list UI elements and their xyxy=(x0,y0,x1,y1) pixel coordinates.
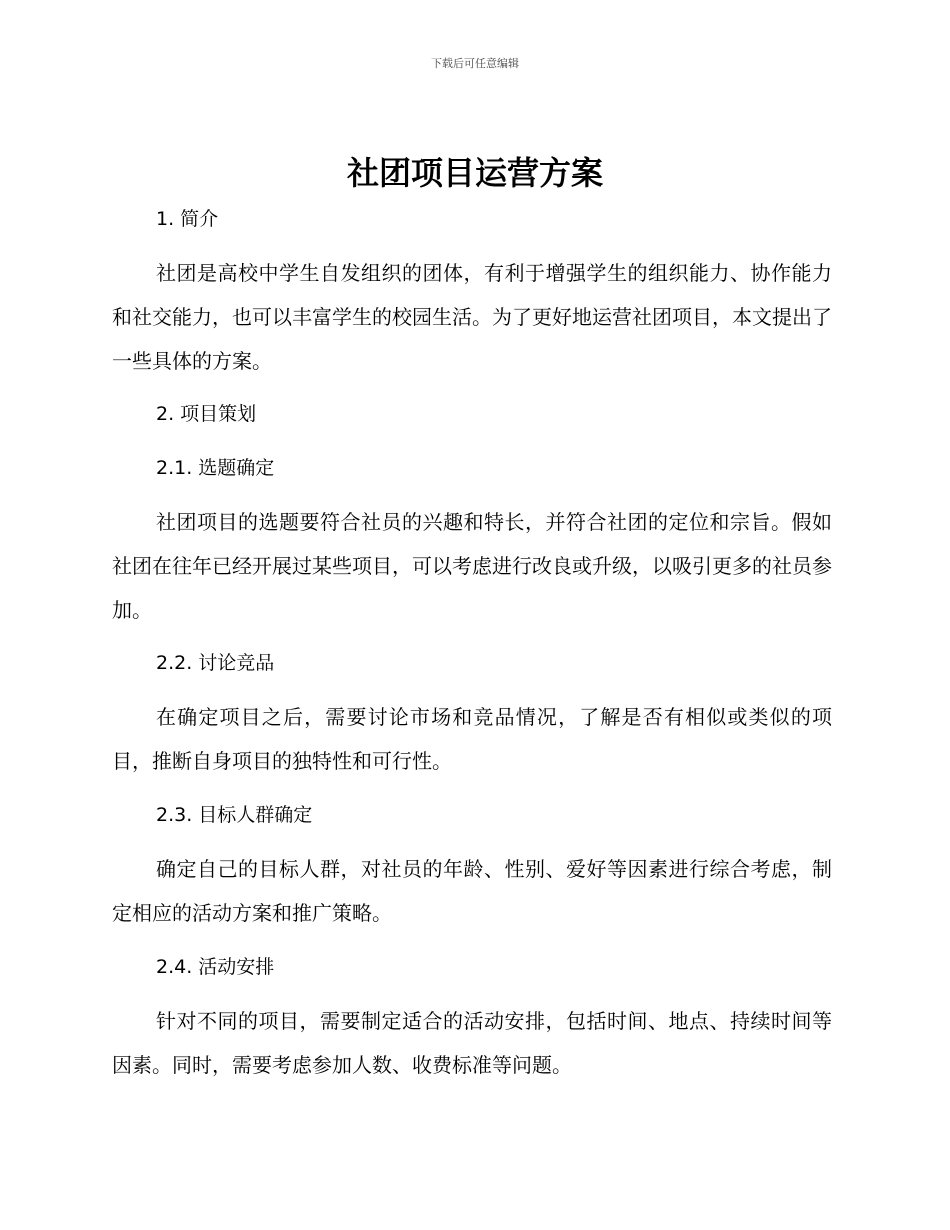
section-heading-planning: 2. 项目策划 xyxy=(156,403,257,425)
paragraph-competitors: 在确定项目之后，需要讨论市场和竞品情况，了解是否有相似或类似的项目，推断自身项目的独特性和可行性。 xyxy=(112,705,832,773)
section-heading-topic: 2.1. 选题确定 xyxy=(156,457,275,479)
document-title: 社团项目运营方案 xyxy=(346,154,603,192)
section-heading-audience: 2.3. 目标人群确定 xyxy=(156,804,313,826)
section-heading-competitors: 2.2. 讨论竞品 xyxy=(156,652,275,674)
paragraph-audience: 确定自己的目标人群，对社员的年龄、性别、爱好等因素进行综合考虑，制定相应的活动方案和推广策略。 xyxy=(112,857,832,925)
paragraph-topic: 社团项目的选题要符合社员的兴趣和特长，并符合社团的定位和宗旨。假如社团在往年已经开展过某些项目，可以考虑进行改良或升级，以吸引更多的社员参加。 xyxy=(112,510,832,622)
section-heading-schedule: 2.4. 活动安排 xyxy=(156,956,275,978)
paragraph-intro: 社团是高校中学生自发组织的团体，有利于增强学生的组织能力、协作能力和社交能力，也可以丰富学生的校园生活。为了更好地运营社团项目，本文提出了一些具体的方案。 xyxy=(112,261,832,373)
paragraph-schedule: 针对不同的项目，需要制定适合的活动安排，包括时间、地点、持续时间等因素。同时，需要考虑参加人数、收费标准等问题。 xyxy=(112,1009,832,1077)
page-header-note: 下载后可任意编辑 xyxy=(431,57,519,70)
section-heading-intro: 1. 简介 xyxy=(156,208,219,230)
